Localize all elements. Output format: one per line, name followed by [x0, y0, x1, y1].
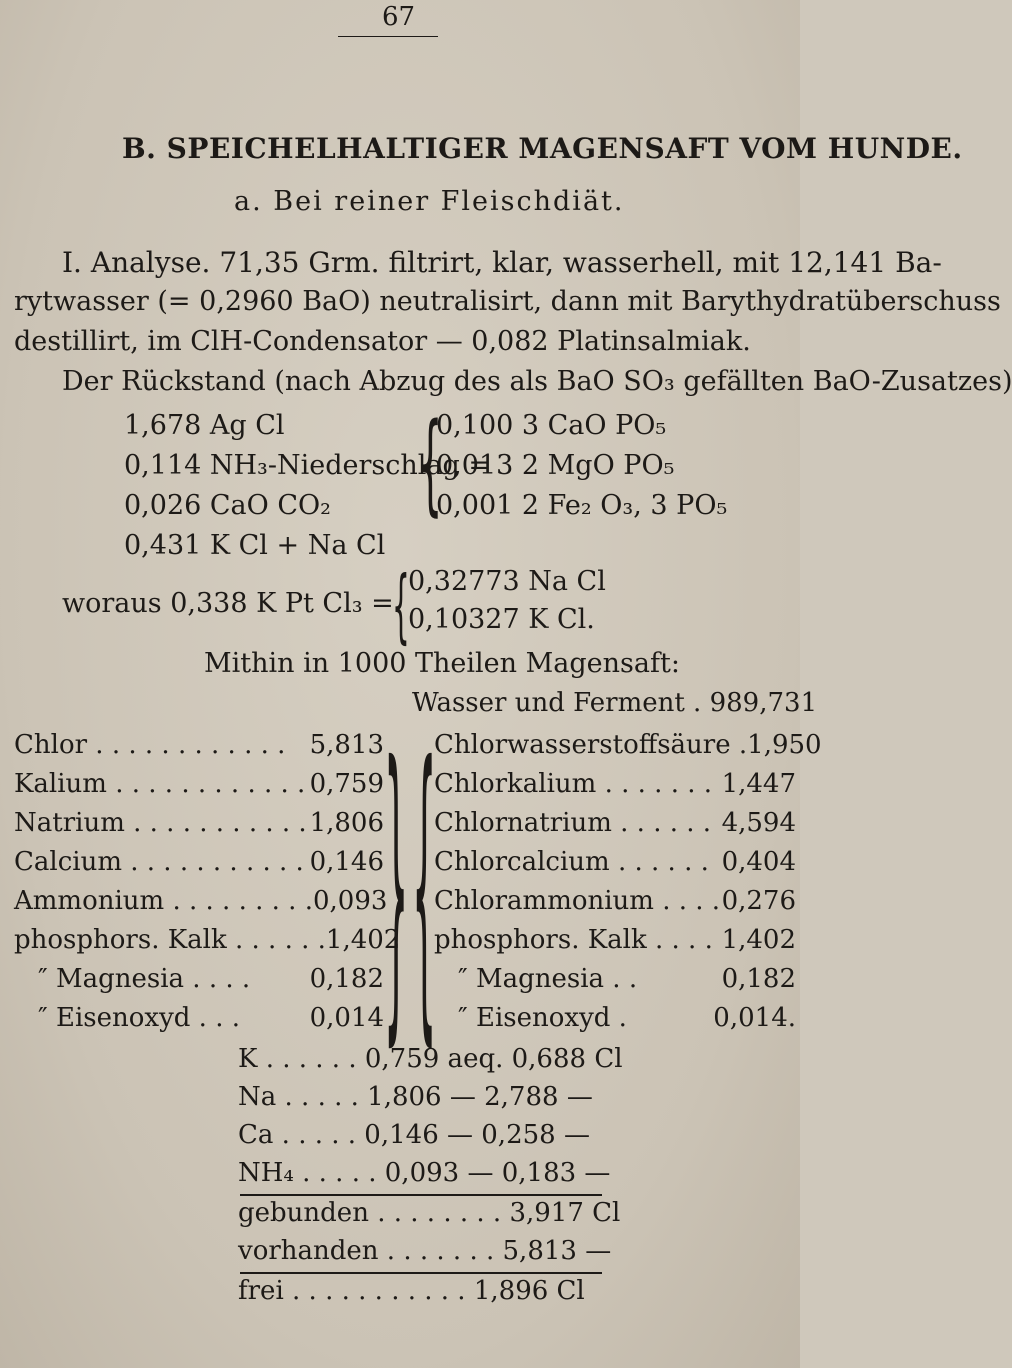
composition-table-elements: [14, 730, 401, 1042]
row-label: Kalium . . . . . . . . . . . .: [14, 769, 306, 799]
equiv-line: NH₄ . . . . . 0,093 — 0,183 —: [238, 1158, 611, 1188]
row-value: 1,402: [325, 925, 401, 955]
page-number-rule: [338, 36, 438, 37]
row-label: phosphors. Kalk . . . . . .: [14, 925, 326, 955]
woraus-right-1: 0,32773 Na Cl: [408, 566, 606, 597]
table-row: [434, 808, 796, 847]
row-value: 0,404: [721, 847, 796, 877]
row-label: Natrium . . . . . . . . . . .: [14, 808, 307, 838]
residue-right-1: 0,100 3 CaO PO₅: [436, 410, 667, 441]
row-value: 1,950: [747, 730, 822, 760]
brace-woraus: {: [392, 559, 410, 652]
row-label: Chlorkalium . . . . . . .: [434, 769, 713, 799]
mithin-line: Mithin in 1000 Theilen Magensaft:: [204, 648, 680, 679]
table-row: [434, 1003, 796, 1042]
equiv-line: vorhanden . . . . . . . 5,813 —: [238, 1236, 612, 1266]
table-row: [14, 847, 384, 886]
equiv-line: Na . . . . . 1,806 — 2,788 —: [238, 1082, 593, 1112]
row-label: Ammonium . . . . . . . . .: [14, 886, 313, 916]
row-value: 0,182: [309, 964, 384, 994]
sum-rule-2: [240, 1272, 602, 1274]
para1-line1: I. Analyse. 71,35 Grm. filtrirt, klar, wasserhell, mit 12,141 Ba-: [62, 246, 942, 279]
row-label: Chlorcalcium . . . . . .: [434, 847, 709, 877]
row-label: Chlor . . . . . . . . . . . .: [14, 730, 286, 760]
residue-left-1: 1,678 Ag Cl: [124, 410, 285, 441]
table-row: [434, 886, 796, 925]
table-row: [434, 964, 796, 1003]
residue-left-4: 0,431 K Cl + Na Cl: [124, 530, 386, 561]
row-value: 5,813: [309, 730, 384, 760]
table-row: [14, 1003, 384, 1042]
row-label: ″ Magnesia . .: [458, 964, 638, 994]
row-value: 0,014.: [713, 1003, 796, 1033]
table-row: [14, 964, 384, 1003]
subheading-a: a. Bei reiner Fleischdiät.: [234, 186, 625, 217]
woraus-left: woraus 0,338 K Pt Cl₃ =: [62, 588, 394, 619]
row-value: 0,759: [309, 769, 384, 799]
table-row: [434, 730, 822, 769]
equiv-line: gebunden . . . . . . . . 3,917 Cl: [238, 1198, 621, 1228]
row-label: phosphors. Kalk . . . .: [434, 925, 713, 955]
woraus-right-2: 0,10327 K Cl.: [408, 604, 595, 635]
chlorine-balance: [238, 1198, 620, 1274]
table-row: [14, 769, 384, 808]
row-value: 0,093: [312, 886, 388, 916]
residue-right-2: 0,013 2 MgO PO₅: [436, 450, 675, 481]
equivalents-block: [238, 1044, 623, 1196]
residue-left-2: 0,114 NH₃-Niederschlag =: [124, 450, 491, 481]
row-value: 0,182: [721, 964, 796, 994]
row-label: Chlorwasserstoffsäure .: [434, 730, 748, 760]
composition-table-compounds: [434, 730, 822, 1042]
table-row: [14, 886, 388, 925]
table-row: [434, 847, 796, 886]
section-heading: B. SPEICHELHALTIGER MAGENSAFT VOM HUNDE.: [122, 132, 963, 165]
table-row: [14, 730, 384, 769]
row-label: ″ Eisenoxyd . . .: [38, 1003, 240, 1033]
row-value: 0,146: [309, 847, 384, 877]
residue-right-3: 0,001 2 Fe₂ O₃, 3 PO₅: [436, 490, 728, 521]
table-row: [434, 925, 796, 964]
equiv-line: K . . . . . . 0,759 aeq. 0,688 Cl: [238, 1044, 623, 1074]
brace-table-open: {: [412, 700, 437, 1072]
free-chlorine: [238, 1276, 585, 1314]
table-row: [14, 808, 384, 847]
equiv-line: frei . . . . . . . . . . . 1,896 Cl: [238, 1276, 585, 1306]
row-label: Chlorammonium . . . .: [434, 886, 721, 916]
sum-rule-1: [240, 1194, 602, 1196]
row-label: ″ Magnesia . . . .: [38, 964, 251, 994]
row-label: Calcium . . . . . . . . . . .: [14, 847, 304, 877]
para1-line2: rytwasser (= 0,2960 BaO) neutralisirt, dann mit Barythydratüberschuss: [14, 286, 1001, 317]
row-label: Chlornatrium . . . . . .: [434, 808, 712, 838]
row-label: ″ Eisenoxyd .: [458, 1003, 627, 1033]
wasser-line: Wasser und Ferment . 989,731: [412, 688, 818, 718]
row-value: 1,402: [721, 925, 796, 955]
equiv-line: Ca . . . . . 0,146 — 0,258 —: [238, 1120, 590, 1150]
brace-residue: {: [418, 399, 443, 527]
row-value: 1,447: [721, 769, 796, 799]
table-row: [434, 769, 796, 808]
residue-left-3: 0,026 CaO CO₂: [124, 490, 331, 521]
para1-line3: destillirt, im ClH-Condensator — 0,082 Platinsalmiak.: [14, 326, 751, 357]
page-number: 67: [382, 2, 416, 32]
row-value: 0,276: [721, 886, 796, 916]
row-value: 1,806: [309, 808, 384, 838]
brace-table-close: }: [384, 700, 409, 1072]
table-row: [14, 925, 401, 964]
para1-line4: Der Rückstand (nach Abzug des als BaO SO₃ gefällten BaO-Zusatzes): [62, 366, 1012, 397]
row-value: 4,594: [721, 808, 796, 838]
row-value: 0,014: [309, 1003, 384, 1033]
